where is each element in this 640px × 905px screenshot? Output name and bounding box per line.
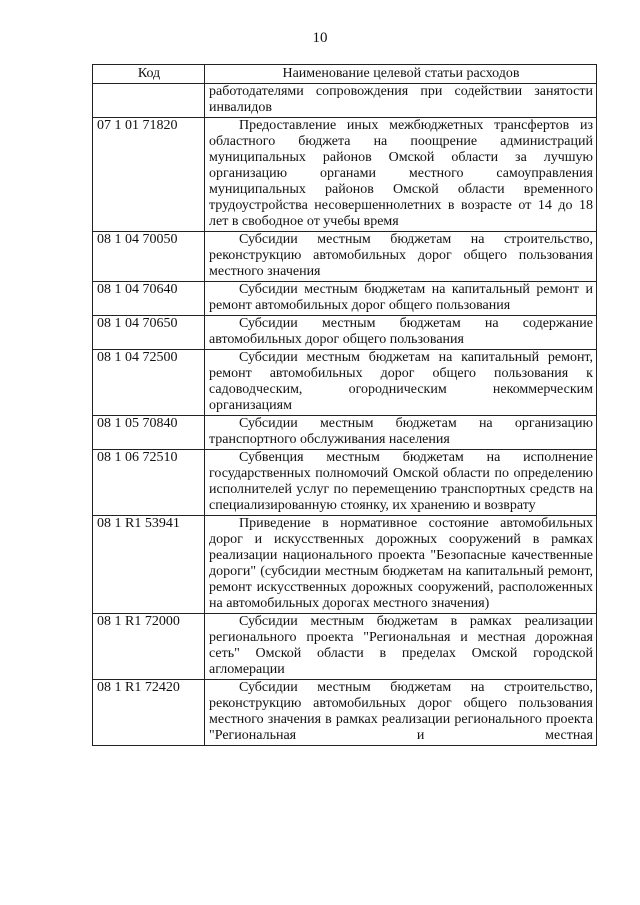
row-description: Приведение в нормативное состояние автомобильных дорог и искусственных дорожных сооружений в рамках реализации национального проекта "Безопасные качественные дороги" (субсидии местным бюджетам на капитальный ремонт, ремонт искусственных дорожных сооружений, расположенных на автомобильных дорогах местного значения) [205,516,597,614]
column-header-name: Наименование целевой статьи расходов [205,65,597,84]
row-code: 08 1 05 70840 [93,416,205,450]
table-row [93,350,597,416]
row-description: Субсидии местным бюджетам на капитальный ремонт, ремонт автомобильных дорог общего пользования к садоводческим, огородническим некоммерческим организациям [205,350,597,416]
table-row [93,84,597,118]
table-row [93,118,597,232]
row-code [93,84,205,118]
row-code: 08 1 04 70650 [93,316,205,350]
table-row [93,680,597,746]
column-header-code: Код [93,65,205,84]
row-code: 08 1 04 70640 [93,282,205,316]
table-row [93,450,597,516]
row-description: Субсидии местным бюджетам на капитальный ремонт и ремонт автомобильных дорог общего пользования [205,282,597,316]
row-code: 08 1 R1 53941 [93,516,205,614]
page-number: 10 [312,30,328,46]
row-code: 08 1 R1 72420 [93,680,205,746]
table-row [93,614,597,680]
row-description: Субсидии местным бюджетам в рамках реализации регионального проекта "Региональная и местная дорожная сеть" Омской области в пределах Омской городской агломерации [205,614,597,680]
row-description: Субсидии местным бюджетам на строительство, реконструкцию автомобильных дорог общего пользования местного значения в рамках реализации регионального проекта "Региональная и местная [205,680,597,746]
row-description: Субсидии местным бюджетам на строительство, реконструкцию автомобильных дорог общего пользования местного значения [205,232,597,282]
row-code: 08 1 04 72500 [93,350,205,416]
row-description: Предоставление иных межбюджетных трансфертов из областного бюджета на поощрение администраций муниципальных районов Омской области за лучшую организацию органами местного самоуправления муниципальных районов Омской области временного трудоустройства несовершеннолетних в возрасте от 14 до 18 лет в свободное от учебы время [205,118,597,232]
table-row [93,232,597,282]
row-description: Субвенция местным бюджетам на исполнение государственных полномочий Омской области по определению исполнителей услуг по перемещению транспортных средств на специализированную стоянку, их хранению и возврату [205,450,597,516]
table-row [93,316,597,350]
row-description: работодателями сопровождения при содействии занятости инвалидов [205,84,597,118]
table-row [93,416,597,450]
row-code: 08 1 R1 72000 [93,614,205,680]
row-description: Субсидии местным бюджетам на организацию транспортного обслуживания населения [205,416,597,450]
row-code: 08 1 04 70050 [93,232,205,282]
budget-classification-table [92,64,597,746]
table-header-row [93,65,597,84]
row-code: 07 1 01 71820 [93,118,205,232]
table-row [93,516,597,614]
row-code: 08 1 06 72510 [93,450,205,516]
table-row [93,282,597,316]
row-description: Субсидии местным бюджетам на содержание автомобильных дорог общего пользования [205,316,597,350]
